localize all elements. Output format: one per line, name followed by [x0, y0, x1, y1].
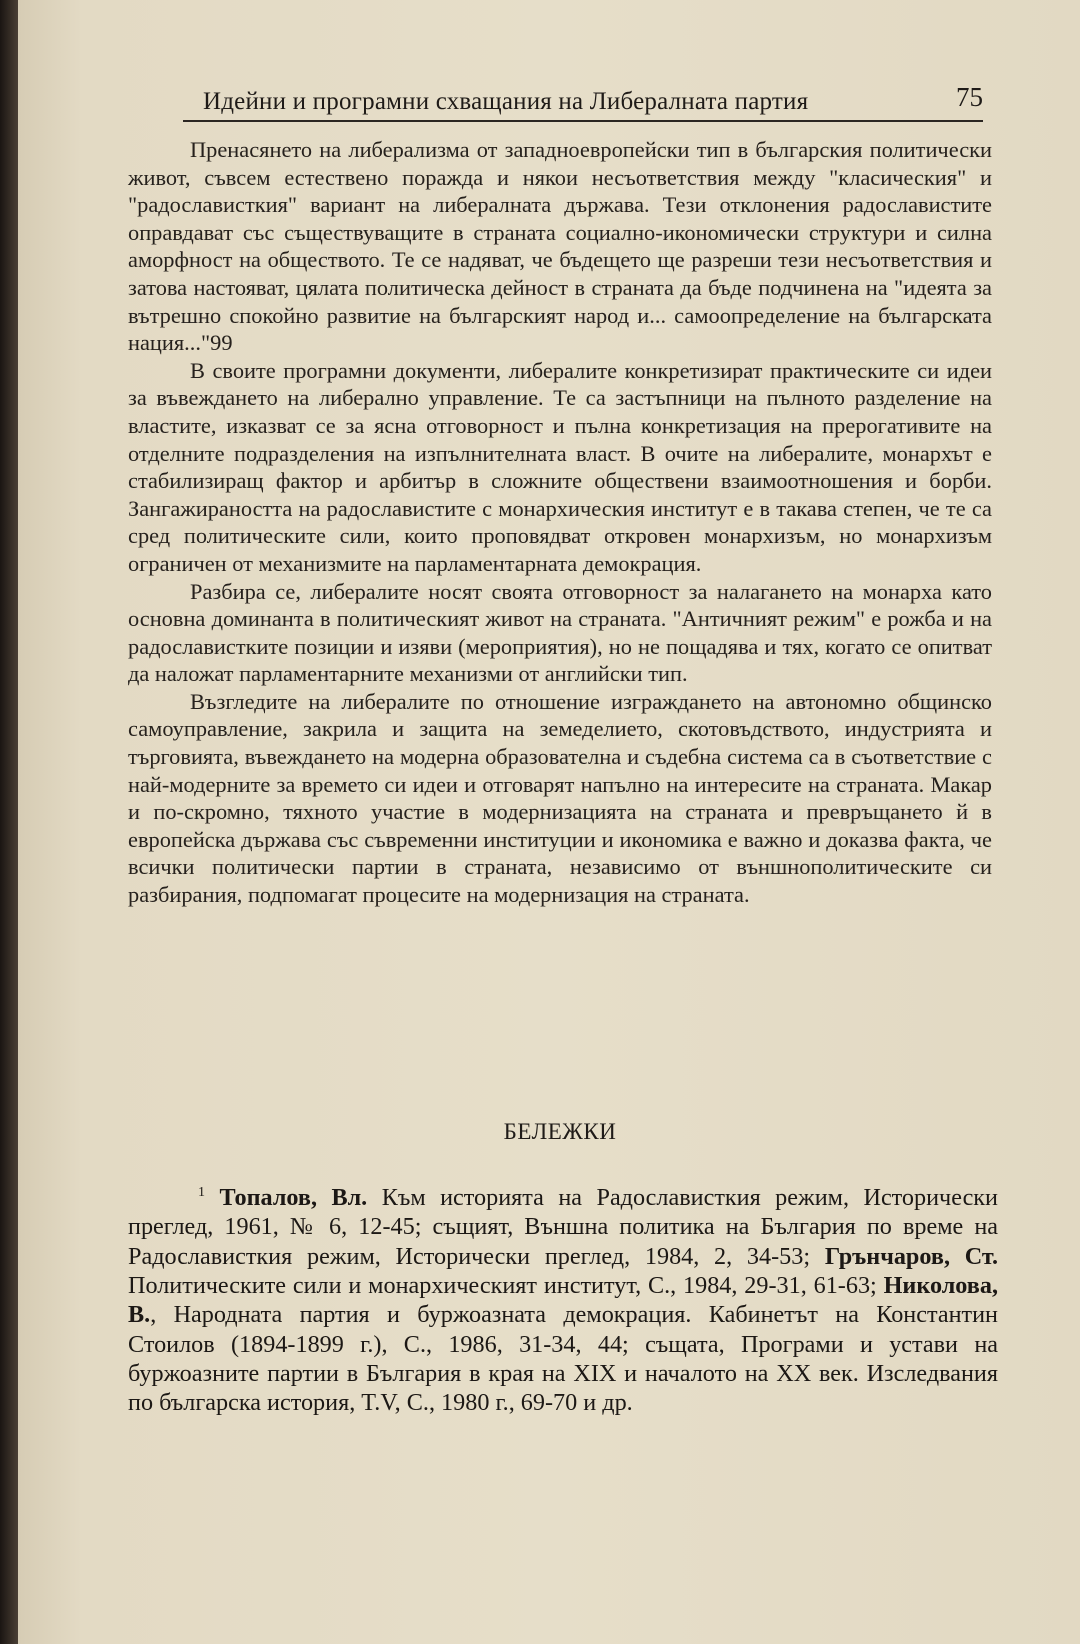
book-spine-shadow [0, 0, 18, 1644]
footnote-author: Николова, В. [128, 1271, 998, 1329]
footnote-author: Грънчаров, Ст. [824, 1242, 998, 1270]
footnote-number: 1 [198, 1185, 205, 1200]
footnote-text: Политическите сили и монархическият институт, С., 1984, 29-31, 61-63; [128, 1271, 884, 1299]
running-header [183, 80, 983, 122]
footnote [128, 1178, 998, 1417]
main-text [128, 136, 992, 909]
footnote-text: , Народната партия и буржоазната демокрация. Кабинетът на Константин Стоилов (1894-1899 г.), С., 1986, 31-34, 44; същата, Програми и устави на буржоазните партии в България в края на XIX и началото на XX век. Изследвания по българска история, T.V, С., 1980 г., 69-70 и др. [128, 1301, 998, 1417]
paragraph: Възгледите на либералите по отношение изграждането на автономно общинско самоуправление, закрила и защита на земеделието, скотовъдството, индустрията и търговията, въвеждането на модерна образователна и съдебна система са в съответствие с най-модерните за времето си идеи и отговарят напълно на интересите на страната. Макар и по-скромно, тяхното участие в модернизацията на страната и превръщането й в европейска държава със съвременни институции и икономика е важно и доказва факта, че всички политически партии в страната, независимо от външнополитическите си разбирания, подпомагат процесите на модернизация на страната. [128, 688, 992, 908]
paragraph: Разбира се, либералите носят своята отговорност за налагането на монарха като основна доминанта в политическият живот на страната. "Античният режим" е рожба и на радославистките позиции и изяви (мероприятия), но не пощадява и тях, когато се опитват да наложат парламентарните механизми от английски тип. [128, 578, 992, 687]
footnote-text: Към историята на Радослависткия режим, Исторически преглед, 1961, № 6, 12-45; същият, Външна политика на България по време на Радослависткия режим, Исторически преглед, 1984, 2, 34-53; [128, 1184, 998, 1270]
paragraph: В своите програмни документи, либералите конкретизират практическите си идеи за въвеждането на либерално управление. Те са застъпници на пълното разделение на властите, изказват се за ясна отговорност и пълна конкретизация на прерогативите на отделните подразделения на изпълнителната власт. В очите на либералите, монархът е стабилизиращ фактор и арбитър в сложните обществени взаимоотношения и борби. Зангажираността на радославистите с монархическия институт е в такава степен, че те са сред политическите сили, които проповядват откровен монархизъм, но монархизъм ограничен от механизмите на парламентарната демокрация. [128, 357, 992, 576]
notes-heading: БЕЛЕЖКИ [503, 1119, 617, 1144]
running-title: Идейни и програмни схващания на Либералната партия [203, 88, 809, 115]
footnote-paragraph [128, 1178, 998, 1417]
book-page [18, 0, 1080, 1644]
page-number: 75 [956, 82, 983, 112]
paragraph: Пренасянето на либерализма от западноевропейски тип в българския политически живот, съвсем естествено поражда и някои несъответствия между "класическия" и "радослависткия" вариант на либералната държава. Тези отклонения радославистите оправдават със съществуващите в страната социално-икономически структури и силна аморфност на обществото. Те се надяват, че бъдещето ще разреши тези несъответствия и затова настояват, цялата политическа дейност в страната да бъде подчинена на "идеята за вътрешно спокойно развитие на българският народ и... самоопределение на българската нация..."99 [128, 137, 992, 356]
footnote-author: Топалов, Вл. [219, 1184, 368, 1212]
